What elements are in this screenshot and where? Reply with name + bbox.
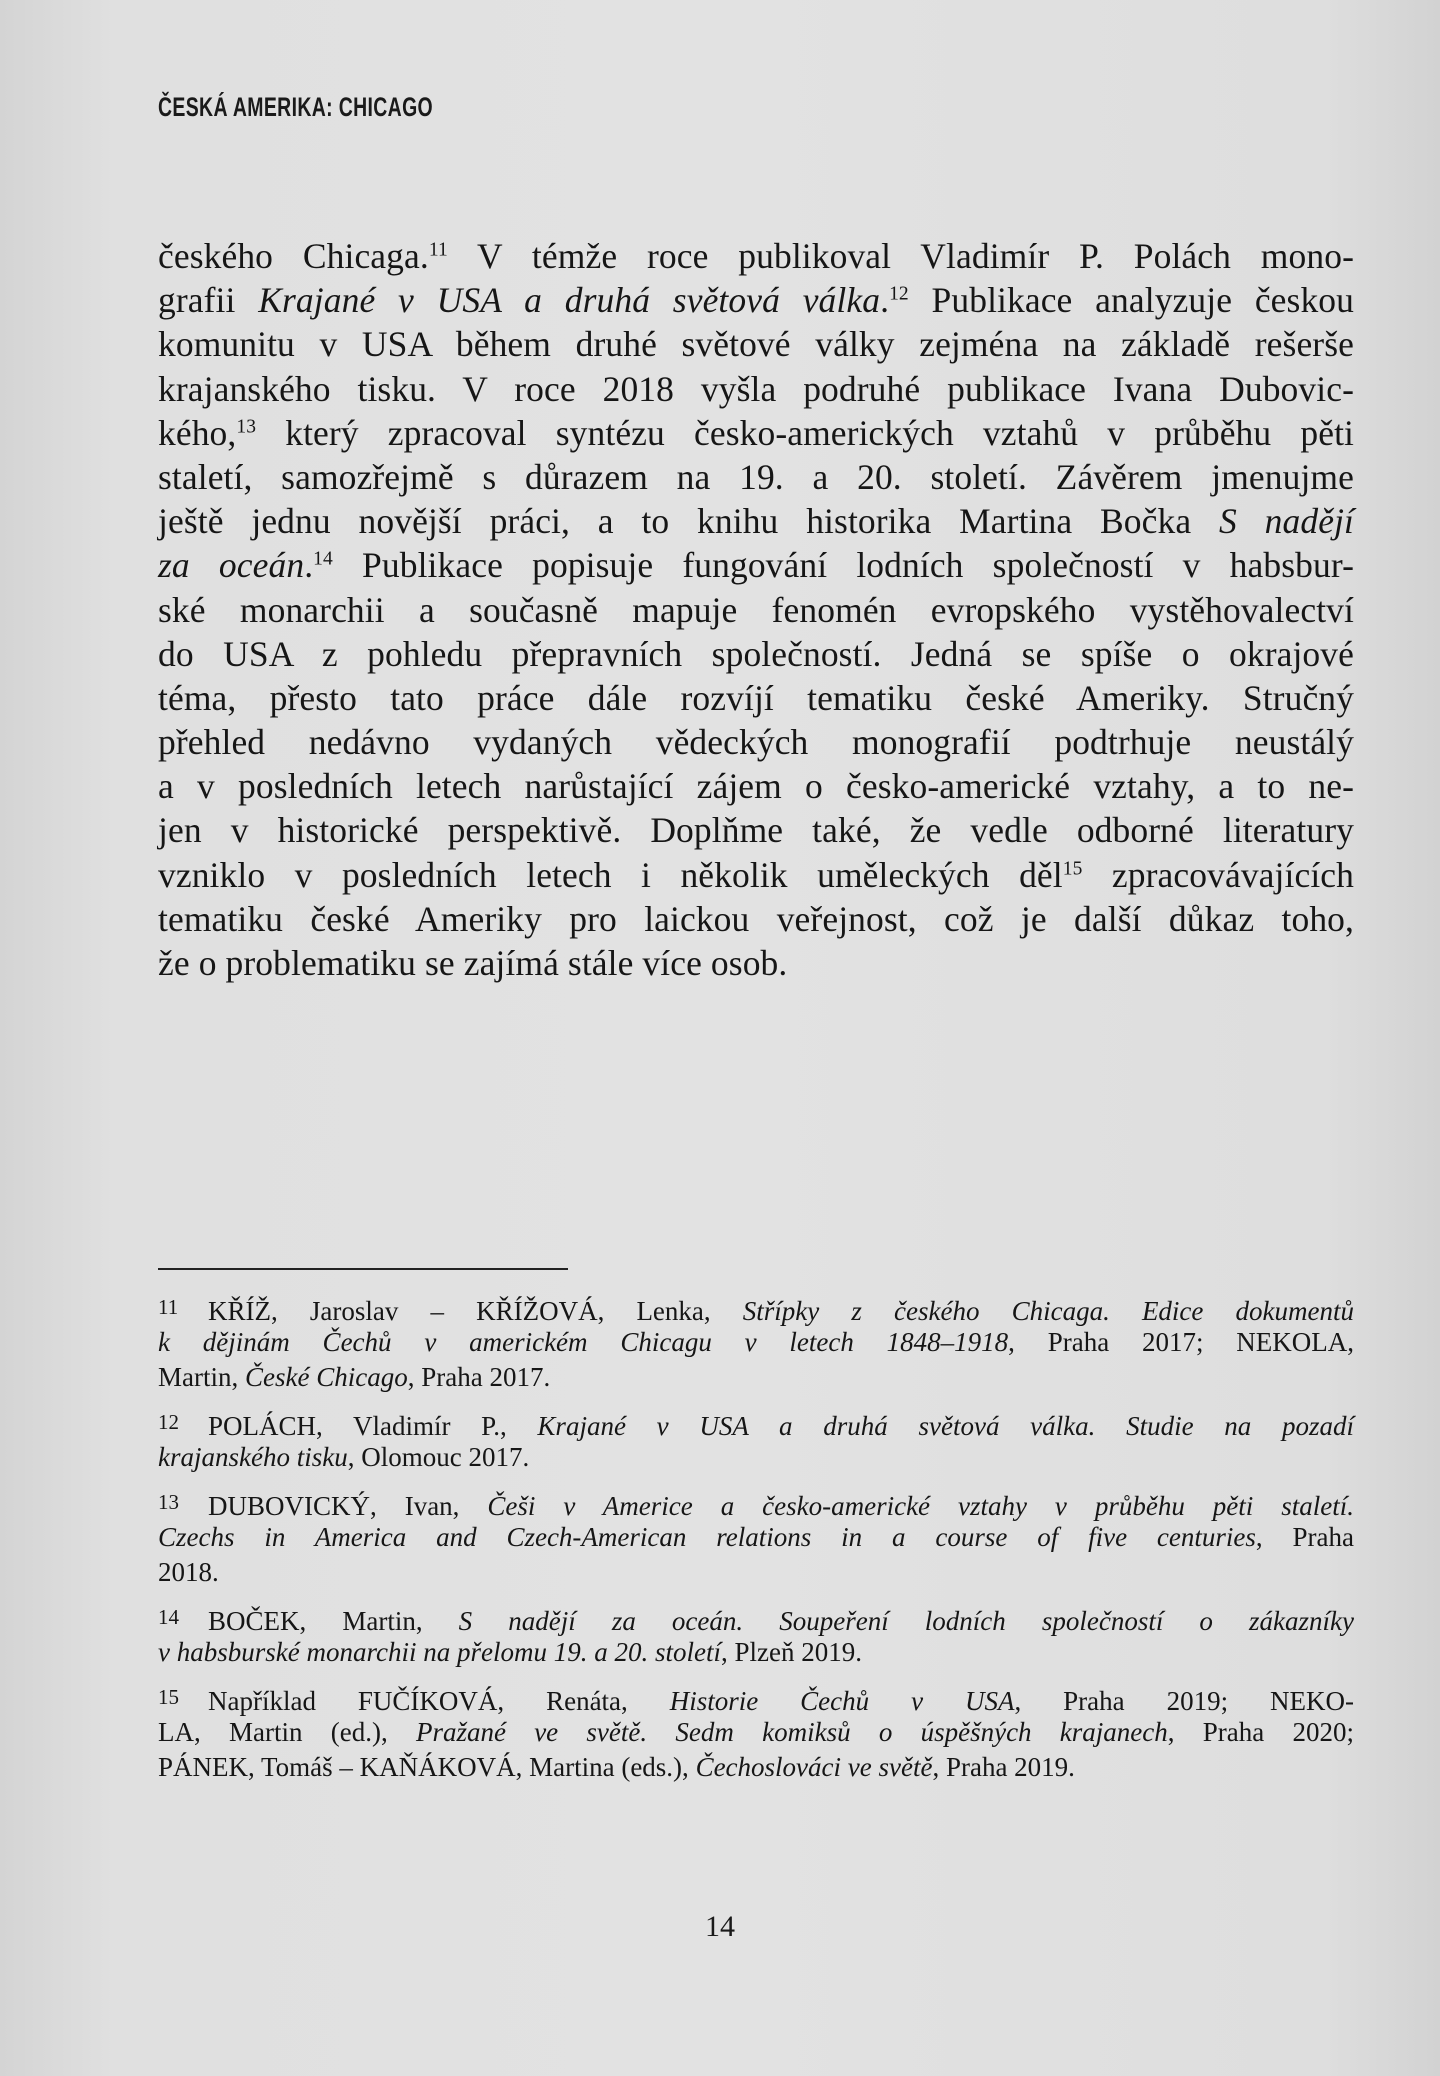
text-run: .: [304, 545, 314, 586]
footnote-line: [158, 1750, 1354, 1785]
italic-title: S nadějí: [1219, 501, 1354, 542]
footnote-reference: 12: [889, 283, 909, 305]
footnote-reference: 15: [1062, 857, 1083, 879]
footnote-line: [158, 1600, 1354, 1635]
body-line: [158, 808, 1354, 852]
body-line: [158, 853, 1354, 897]
text-run: kého,: [158, 412, 237, 453]
text-run: POLÁCH, Vladimír P.,: [208, 1411, 538, 1441]
text-run: KŘÍŽ, Jaroslav – KŘÍŽOVÁ, Lenka,: [208, 1296, 743, 1326]
footnote: [158, 1600, 1354, 1670]
italic-title: krajanského tisku: [158, 1442, 348, 1472]
text-run: , Praha 2019.: [932, 1752, 1075, 1782]
italic-title: S nadějí za oceán. Soupeření lodních společností o zákazníky: [458, 1606, 1354, 1636]
text-run: PÁNEK, Tomáš – KAŇÁKOVÁ, Martina (eds.),: [158, 1752, 696, 1782]
text-run: Publikace analyzuje českou: [908, 280, 1354, 321]
footnote-number: 14: [158, 1605, 179, 1629]
text-run: V témže roce publikoval Vladimír P. Polách mono-: [447, 236, 1354, 276]
text-run: , Plzeň 2019.: [720, 1637, 862, 1667]
text-run: grafii: [158, 280, 259, 321]
text-run: ské monarchii a současně mapuje fenomén evropského vystěhovalectví: [158, 589, 1354, 630]
text-run: přehled nedávno vydaných vědeckých monografií podtrhuje neustálý: [158, 722, 1354, 763]
text-run: , Praha: [1255, 1522, 1354, 1552]
body-line: [158, 632, 1354, 676]
footnote-reference: 14: [313, 548, 333, 570]
text-run: , Praha 2017.: [407, 1362, 551, 1392]
body-line: [158, 588, 1354, 632]
footnote-number: 11: [158, 1295, 179, 1319]
text-run: téma, přesto tato práce dále rozvíjí tematiku české Ameriky. Stručný: [158, 677, 1354, 718]
footnote-line: [158, 1520, 1354, 1555]
italic-title: Pražané ve světě. Sedm komiksů o úspěšných krajanech: [415, 1717, 1168, 1747]
body-line: [158, 234, 1354, 278]
body-line: [158, 897, 1354, 941]
footnote-line: [158, 1555, 1354, 1590]
italic-title: Krajané v USA a druhá světová válka. Studie na pozadí: [537, 1411, 1355, 1441]
italic-title: Čechoslováci ve světě: [695, 1752, 933, 1782]
text-run: BOČEK, Martin,: [208, 1606, 459, 1636]
text-run: zpracovávajících: [1082, 854, 1354, 895]
footnote-line: [158, 1440, 1354, 1475]
text-run: jen v historické perspektivě. Doplňme také, že vedle odborné literatury: [158, 810, 1354, 851]
text-run: , Praha 2017; NEKOLA,: [1008, 1327, 1354, 1357]
text-run: , Praha 2020;: [1167, 1717, 1354, 1747]
footnote-line: [158, 1485, 1354, 1520]
text-run: , Olomouc 2017.: [347, 1442, 530, 1472]
body-line: [158, 720, 1354, 764]
text-run: ještě jednu novější práci, a to knihu historika Martina Bočka: [158, 501, 1220, 542]
text-run: tematiku české Ameriky pro laickou veřejnost, což je další důkaz toho,: [158, 898, 1354, 939]
footnote-line: [158, 1325, 1354, 1360]
italic-title: k dějinám Čechů v americkém Chicagu v letech 1848–1918: [158, 1327, 1009, 1357]
text-run: 2018.: [158, 1557, 219, 1587]
footnote: [158, 1405, 1354, 1475]
text-run: komunitu v USA během druhé světové války zejména na základě rešerše: [158, 324, 1354, 365]
footnotes: [158, 1290, 1354, 1795]
page-number: 14: [705, 1910, 735, 1943]
text-run: do USA z pohledu přepravních společností. Jedná se spíše o okrajové: [158, 633, 1354, 674]
body-line: [158, 543, 1354, 587]
body-line: [158, 278, 1354, 322]
text-run: , Praha 2019; NEKO-: [1014, 1686, 1354, 1716]
body-line: [158, 411, 1354, 455]
body-line: [158, 322, 1354, 366]
body-text: [158, 234, 1354, 985]
footnote-rule: [158, 1268, 568, 1270]
body-line: [158, 499, 1354, 543]
italic-title: v habsburské monarchii na přelomu 19. a 20. století: [158, 1637, 721, 1667]
footnote-number: 12: [158, 1410, 179, 1434]
text-run: že o problematiku se zajímá stále více osob.: [158, 943, 788, 983]
footnote: [158, 1485, 1354, 1590]
italic-title: za oceán: [158, 545, 305, 586]
footnote-line: [158, 1360, 1354, 1395]
text-run: Martin,: [158, 1362, 245, 1392]
italic-title: Střípky z českého Chicaga. Edice dokumentů: [742, 1296, 1354, 1326]
running-head: ČESKÁ AMERIKA: CHICAGO: [158, 92, 434, 122]
text-run: vzniklo v posledních letech i několik uměleckých děl: [158, 854, 1063, 895]
text-run: .: [880, 280, 890, 321]
text-run: Publikace popisuje fungování lodních společností v habsbur-: [332, 545, 1354, 586]
footnote-line: [158, 1715, 1354, 1750]
italic-title: Krajané v USA a druhá světová válka: [258, 280, 881, 321]
footnote-reference: 13: [236, 416, 257, 438]
footnote-number: 15: [158, 1685, 179, 1709]
footnote-number: 13: [158, 1490, 179, 1514]
text-run: českého Chicaga.: [158, 236, 429, 276]
text-run: LA, Martin (ed.),: [158, 1717, 416, 1747]
footnote-line: [158, 1405, 1354, 1440]
text-run: DUBOVICKÝ, Ivan,: [208, 1491, 488, 1521]
body-line: [158, 455, 1354, 499]
body-line: [158, 676, 1354, 720]
footnote-reference: 11: [428, 239, 448, 261]
text-run: který zpracoval syntézu česko-amerických vztahů v průběhu pěti: [256, 412, 1354, 453]
text-run: krajanského tisku. V roce 2018 vyšla podruhé publikace Ivana Dubovic-: [158, 368, 1354, 409]
footnote-line: [158, 1290, 1354, 1325]
italic-title: Češi v Americe a česko-americké vztahy v průběhu pěti staletí.: [487, 1491, 1354, 1521]
footnote-line: [158, 1635, 1354, 1670]
footnote: [158, 1680, 1354, 1785]
text-run: staletí, samozřejmě s důrazem na 19. a 20. století. Závěrem jmenujme: [158, 456, 1354, 497]
italic-title: České Chicago: [245, 1362, 408, 1392]
italic-title: Historie Čechů v USA: [669, 1686, 1015, 1716]
italic-title: Czechs in America and Czech-American relations in a course of five centuries: [158, 1522, 1256, 1552]
footnote: [158, 1290, 1354, 1395]
text-run: a v posledních letech narůstající zájem o česko-americké vztahy, a to ne-: [158, 766, 1354, 807]
footnote-line: [158, 1680, 1354, 1715]
text-run: Například FUČÍKOVÁ, Renáta,: [208, 1686, 670, 1716]
body-line: [158, 764, 1354, 808]
body-line: [158, 367, 1354, 411]
body-line: [158, 941, 1354, 985]
